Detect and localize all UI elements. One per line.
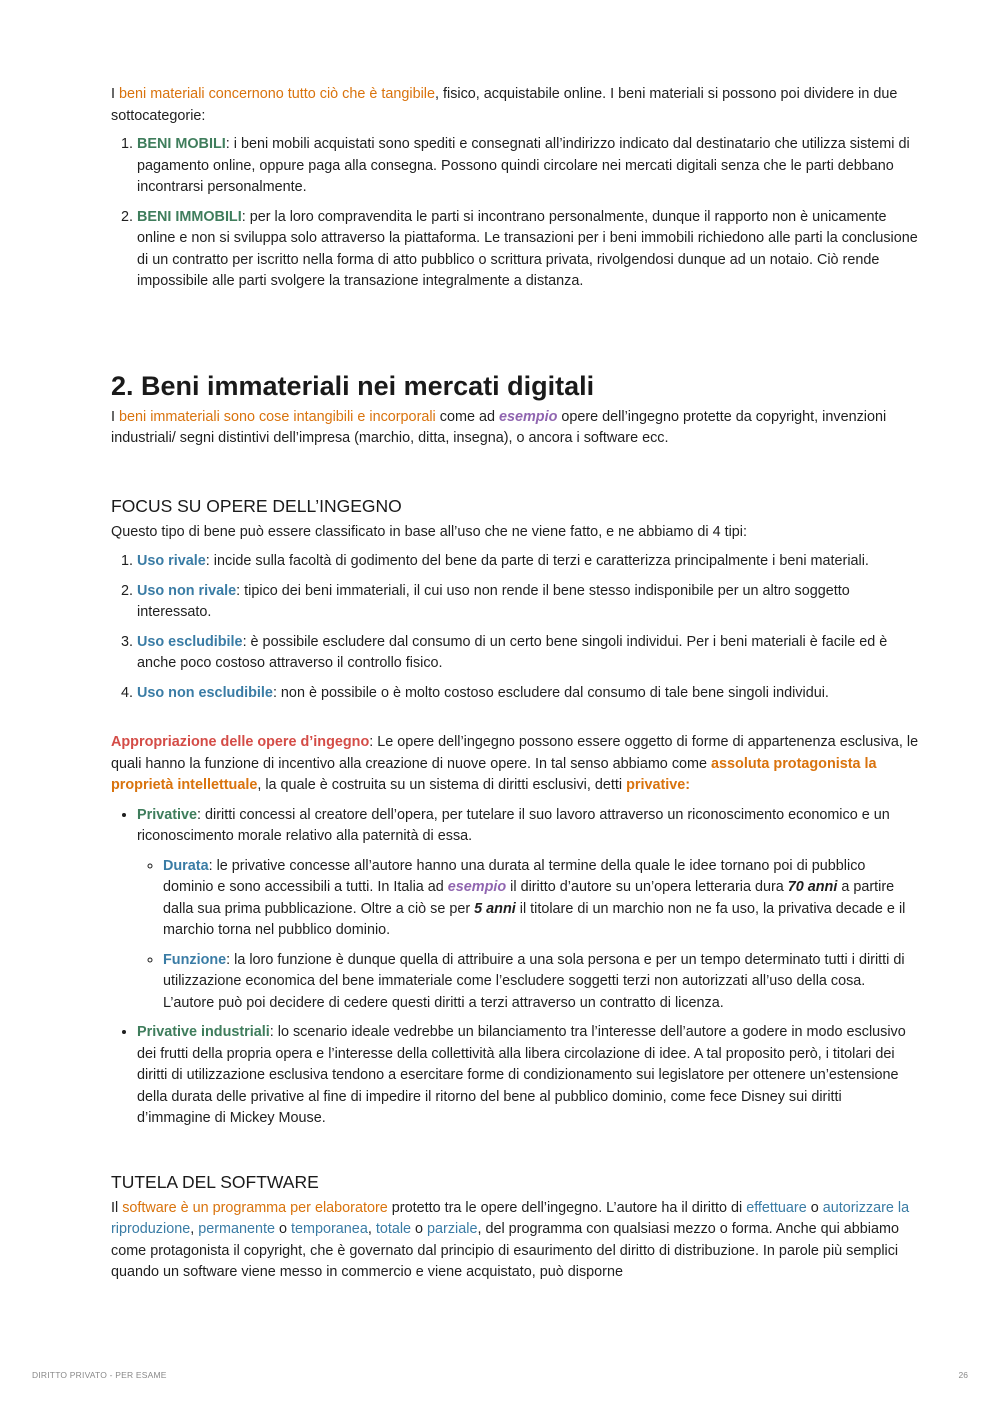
item-label: BENI MOBILI — [137, 136, 226, 152]
item-text: : la loro funzione è dunque quella di attribuire a una sola persona e per un tempo determinato tutti i diritti di utilizzazione economica del bene immateriale come l’escludere soggetti terzi non autorizzati all’uso della cosa. L’autore può poi decidere di cedere questi diritti a terzi attraverso un contratto di licenza. — [163, 951, 905, 1011]
esempio-emphasis: esempio — [447, 879, 507, 895]
text: come ad — [435, 408, 499, 425]
focus-intro: Questo tipo di bene può essere classificato in base all’uso che ne viene fatto, e ne abbiamo di 4 tipi: — [111, 523, 747, 540]
footer-title: DIRITTO PRIVATO - PER ESAME — [32, 1370, 167, 1380]
text: I — [111, 408, 119, 425]
highlight: software è un programma per elaboratore — [122, 1199, 388, 1216]
item-label: Uso escludibile — [137, 633, 243, 650]
text: a partire dalla sua prima pubblicazione. Oltre a ciò se per — [163, 879, 895, 917]
item-label: Uso non escludibile — [137, 684, 273, 701]
item-label: Durata — [163, 857, 209, 874]
privative-sublist — [137, 856, 919, 1015]
list-item — [137, 134, 919, 199]
intro-paragraph — [111, 84, 919, 127]
item-text: : incide sulla facoltà di godimento del bene da parte di terzi e caratterizza principalmente i beni materiali. — [205, 553, 869, 569]
list-item — [137, 683, 919, 705]
item-label: Privative industriali — [137, 1024, 270, 1040]
text: o — [275, 1221, 292, 1237]
text: : Le opere dell’ingegno possono essere oggetto di forme di appartenenza esclusiva, le quali hanno la funzione di incentivo alla creazione di nuove opere. In tal senso abbiamo come — [111, 734, 919, 772]
text: , — [190, 1221, 199, 1237]
text: protetto tra le opere dell’ingegno. L’autore ha il diritto di — [387, 1199, 747, 1216]
list-item — [137, 551, 919, 573]
item-label: BENI IMMOBILI — [137, 208, 242, 225]
text: : le privative concesse all’autore hanno una durata al termine della quale le idee tornano poi di pubblico dominio e sono accessibili a tutti. In Italia ad — [163, 857, 866, 895]
item-label: Funzione — [163, 951, 227, 968]
beni-materiali-list — [111, 134, 919, 293]
highlight: permanente — [198, 1221, 276, 1237]
appropriazione-label: Appropriazione delle opere d’ingegno — [111, 734, 370, 750]
highlight: temporanea — [291, 1221, 368, 1237]
item-text: : è possibile escludere dal consumo di un certo bene singoli individui. Per i beni materiali è facile ed è anche poco costoso attraverso il controllo fisico. — [137, 633, 888, 671]
list-item — [163, 856, 919, 942]
highlight: autorizzare la riproduzione — [111, 1199, 910, 1237]
emphasis: 70 anni — [787, 879, 838, 895]
text: , — [367, 1221, 376, 1237]
text: , la quale è costruita su un sistema di diritti esclusivi, detti — [257, 777, 627, 793]
highlight: parziale — [427, 1221, 478, 1237]
intro-text: I — [111, 86, 119, 102]
uso-list — [111, 551, 919, 704]
document-body — [111, 84, 919, 1284]
intro-text-2: , fisico, acquistabile online. I beni materiali si possono poi dividere in due sottocategorie: — [111, 86, 898, 124]
text: o — [806, 1199, 823, 1216]
list-item — [137, 805, 919, 1015]
software-heading: TUTELA DEL SOFTWARE — [111, 1171, 319, 1192]
appropriazione-paragraph — [111, 732, 919, 797]
software-paragraph — [111, 1198, 919, 1284]
page-number: 26 — [958, 1370, 968, 1380]
text: o — [411, 1221, 428, 1237]
text: il titolare di un marchio non ne fa uso, la privativa decade e il marchio torna nel pubblico dominio. — [163, 900, 906, 938]
text: , del programma con qualsiasi mezzo o forma. Anche qui abbiamo come protagonista il copyright, che è governato dal principio di esaurimento del diritto di distribuzione. In parole più semplici quando un software viene messo in commercio e viene acquistato, può disporne — [111, 1221, 899, 1280]
privative-list — [111, 805, 919, 1130]
list-item — [163, 950, 919, 1015]
item-label: Uso non rivale — [137, 582, 237, 599]
focus-heading: FOCUS SU OPERE DELL’INGEGNO — [111, 495, 402, 516]
item-label: Privative — [137, 806, 198, 823]
highlight: assoluta protagonista la proprietà intellettuale — [111, 755, 877, 793]
text: Il — [111, 1199, 123, 1216]
list-item — [137, 1022, 919, 1130]
highlight: privative: — [626, 777, 691, 793]
list-item — [137, 581, 919, 624]
item-text: : tipico dei beni immateriali, il cui uso non rende il bene stesso indisponibile per un altro soggetto interessato. — [137, 582, 850, 620]
emphasis: 5 anni — [474, 900, 516, 917]
section-heading-2: 2. Beni immateriali nei mercati digitali — [111, 370, 595, 401]
section2-highlight: beni immateriali sono cose intangibili e incorporali — [119, 408, 436, 425]
text: opere dell’ingegno protette da copyright, invenzioni industriali/ segni distintivi dell’impresa (marchio, ditta, insegna), o ancora i software ecc. — [111, 408, 887, 446]
esempio-emphasis: esempio — [498, 408, 558, 425]
item-text: : diritti concessi al creatore dell’opera, per tutelare il suo lavoro attraverso un riconoscimento economico e un riconoscimento morale relativo alla paternità di essa. — [137, 806, 890, 844]
item-text: : non è possibile o è molto costoso escludere dal consumo di tale bene singoli individui. — [272, 684, 829, 701]
item-text: : per la loro compravendita le parti si incontrano personalmente, dunque il rapporto non è unicamente online e non si sviluppa solo attraverso la piattaforma. Le transazioni per i beni immobili richiedono alle parti la conclusione di un contratto per iscritto nella forma di atto pubblico o scrittura privata, rivolgendosi dunque ad un notaio. Ciò rende impossibile alle parti svolgere la transazione integralmente a distanza. — [137, 208, 918, 289]
list-item — [137, 632, 919, 675]
list-item — [137, 207, 919, 293]
highlight: effettuare — [746, 1199, 807, 1216]
intro-highlight: beni materiali concernono tutto ciò che è tangibile — [119, 86, 435, 102]
text: il diritto d’autore su un’opera letteraria dura — [506, 879, 788, 895]
item-label: Uso rivale — [137, 553, 206, 569]
item-text: : i beni mobili acquistati sono spediti e consegnati all’indirizzo indicato dal destinatario che utilizza sistemi di pagamento online, oppure paga alla consegna. Possono quindi circolare nei mercati digitali senza che le parti debbano incontrarsi personalmente. — [137, 136, 910, 195]
item-text: : lo scenario ideale vedrebbe un bilanciamento tra l’interesse dell’autore a godere in modo esclusivo dei frutti della propria opera e l’interesse della collettività alla libera circolazione di idee. A tal proposito però, i titolari dei diritti di utilizzazione esclusiva tendono a esercitare forme di condizionamento sui legislatore per ottenere un’estensione della durata delle privative al fine di impedire il ritorno del bene al pubblico dominio, come fece Disney sui diritti d’immagine di Mickey Mouse. — [137, 1024, 906, 1126]
section2-paragraph — [111, 407, 919, 450]
highlight: totale — [375, 1221, 412, 1237]
